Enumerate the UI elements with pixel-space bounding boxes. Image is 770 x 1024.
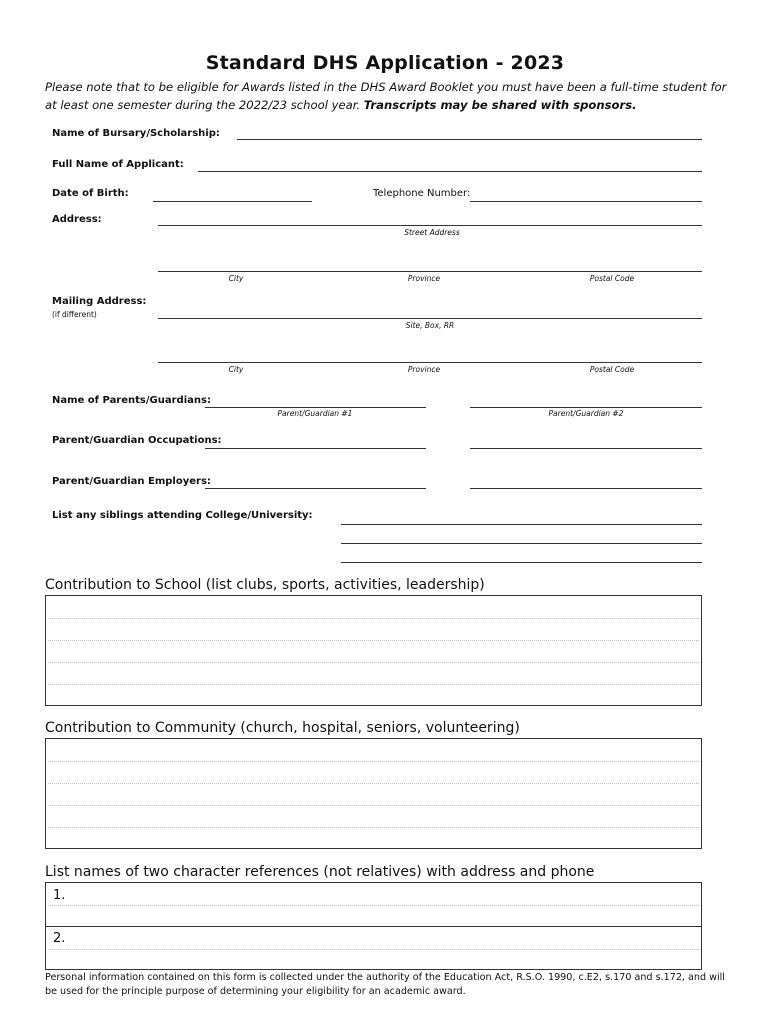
address-city-caption: City (228, 274, 244, 283)
occupation1-line (205, 448, 426, 449)
school-contribution-box[interactable] (45, 595, 702, 706)
mailing-site-input[interactable] (158, 305, 702, 318)
occupation2-line (470, 448, 702, 449)
dob-label: Date of Birth: (52, 188, 129, 199)
bursary-label: Name of Bursary/Scholarship: (52, 128, 220, 139)
street-address-line (158, 225, 702, 226)
mailing-city-line (158, 362, 702, 363)
address-city-input[interactable] (158, 258, 702, 271)
community-rule-2 (48, 783, 699, 784)
reference-1-rule (48, 905, 699, 906)
bursary-input[interactable] (237, 126, 702, 139)
guardian1-input[interactable] (205, 394, 426, 407)
dob-line (153, 201, 312, 202)
sibling-line-2 (341, 543, 702, 544)
school-rule-4 (48, 684, 699, 685)
mailing-city-input[interactable] (158, 349, 702, 362)
school-rule-2 (48, 640, 699, 641)
community-rule-4 (48, 827, 699, 828)
full-name-input[interactable] (198, 158, 702, 171)
mailing-site-line (158, 318, 702, 319)
eligibility-note-text: Please note that to be eligible for Awards listed in the DHS Award Booklet you must have been a full-time student for at least one semester during the 2022/23 school year. (45, 80, 727, 112)
employer2-input[interactable] (470, 475, 702, 488)
sibling-input-1[interactable] (341, 511, 702, 524)
page-title: Standard DHS Application - 2023 (205, 52, 565, 74)
references-divider (46, 926, 701, 927)
occupation2-input[interactable] (470, 435, 702, 448)
mailing-sub-label: (if different) (52, 310, 97, 319)
guardian1-line (205, 407, 426, 408)
dob-input[interactable] (153, 188, 312, 201)
sibling-line-1 (341, 524, 702, 525)
parents-label: Name of Parents/Guardians: (52, 395, 211, 406)
street-address-caption: Street Address (404, 228, 460, 237)
community-rule-3 (48, 805, 699, 806)
reference-2-rule (48, 949, 699, 950)
guardian2-line (470, 407, 702, 408)
school-section-heading: Contribution to School (list clubs, sports, activities, leadership) (45, 577, 485, 593)
privacy-footer: Personal information contained on this form is collected under the authority of the Education Act, R.S.O. 1990, c.E2, s.170 and s.172, and will be used for the principle purpose of determining your eligibility for an academic award. (45, 972, 725, 997)
full-name-label: Full Name of Applicant: (52, 159, 184, 170)
sibling-line-3 (341, 562, 702, 563)
references-section-heading: List names of two character references (not relatives) with address and phone (45, 864, 595, 880)
mailing-label: Mailing Address: (52, 296, 147, 307)
mailing-postal-caption: Postal Code (589, 365, 635, 374)
address-province-caption: Province (407, 274, 441, 283)
mailing-site-caption: Site, Box, RR (405, 321, 455, 330)
telephone-line (470, 201, 702, 202)
community-section-heading: Contribution to Community (church, hospital, seniors, volunteering) (45, 720, 520, 736)
reference-2-number: 2. (53, 931, 66, 946)
employers-label: Parent/Guardian Employers: (52, 476, 211, 487)
address-postal-caption: Postal Code (589, 274, 635, 283)
school-rule-1 (48, 618, 699, 619)
street-address-input[interactable] (158, 212, 702, 225)
guardian2-caption: Parent/Guardian #2 (548, 409, 624, 418)
mailing-province-caption: Province (407, 365, 441, 374)
eligibility-note-bold: Transcripts may be shared with sponsors. (363, 98, 637, 112)
address-label: Address: (52, 214, 102, 225)
reference-1-number: 1. (53, 888, 66, 903)
references-box[interactable] (45, 882, 702, 970)
employer1-line (205, 488, 426, 489)
mailing-city-caption: City (228, 365, 244, 374)
occupation1-input[interactable] (205, 435, 426, 448)
school-rule-3 (48, 662, 699, 663)
sibling-input-2[interactable] (341, 530, 702, 543)
address-city-line (158, 271, 702, 272)
sibling-input-3[interactable] (341, 549, 702, 562)
community-rule-1 (48, 761, 699, 762)
guardian1-caption: Parent/Guardian #1 (277, 409, 353, 418)
eligibility-note (45, 78, 735, 114)
full-name-line (198, 171, 702, 172)
telephone-input[interactable] (470, 188, 702, 201)
community-contribution-box[interactable] (45, 738, 702, 849)
bursary-line (237, 139, 702, 140)
siblings-label: List any siblings attending College/University: (52, 510, 313, 521)
telephone-label: Telephone Number: (373, 188, 471, 199)
occupations-label: Parent/Guardian Occupations: (52, 435, 222, 446)
employer1-input[interactable] (205, 475, 426, 488)
guardian2-input[interactable] (470, 394, 702, 407)
employer2-line (470, 488, 702, 489)
